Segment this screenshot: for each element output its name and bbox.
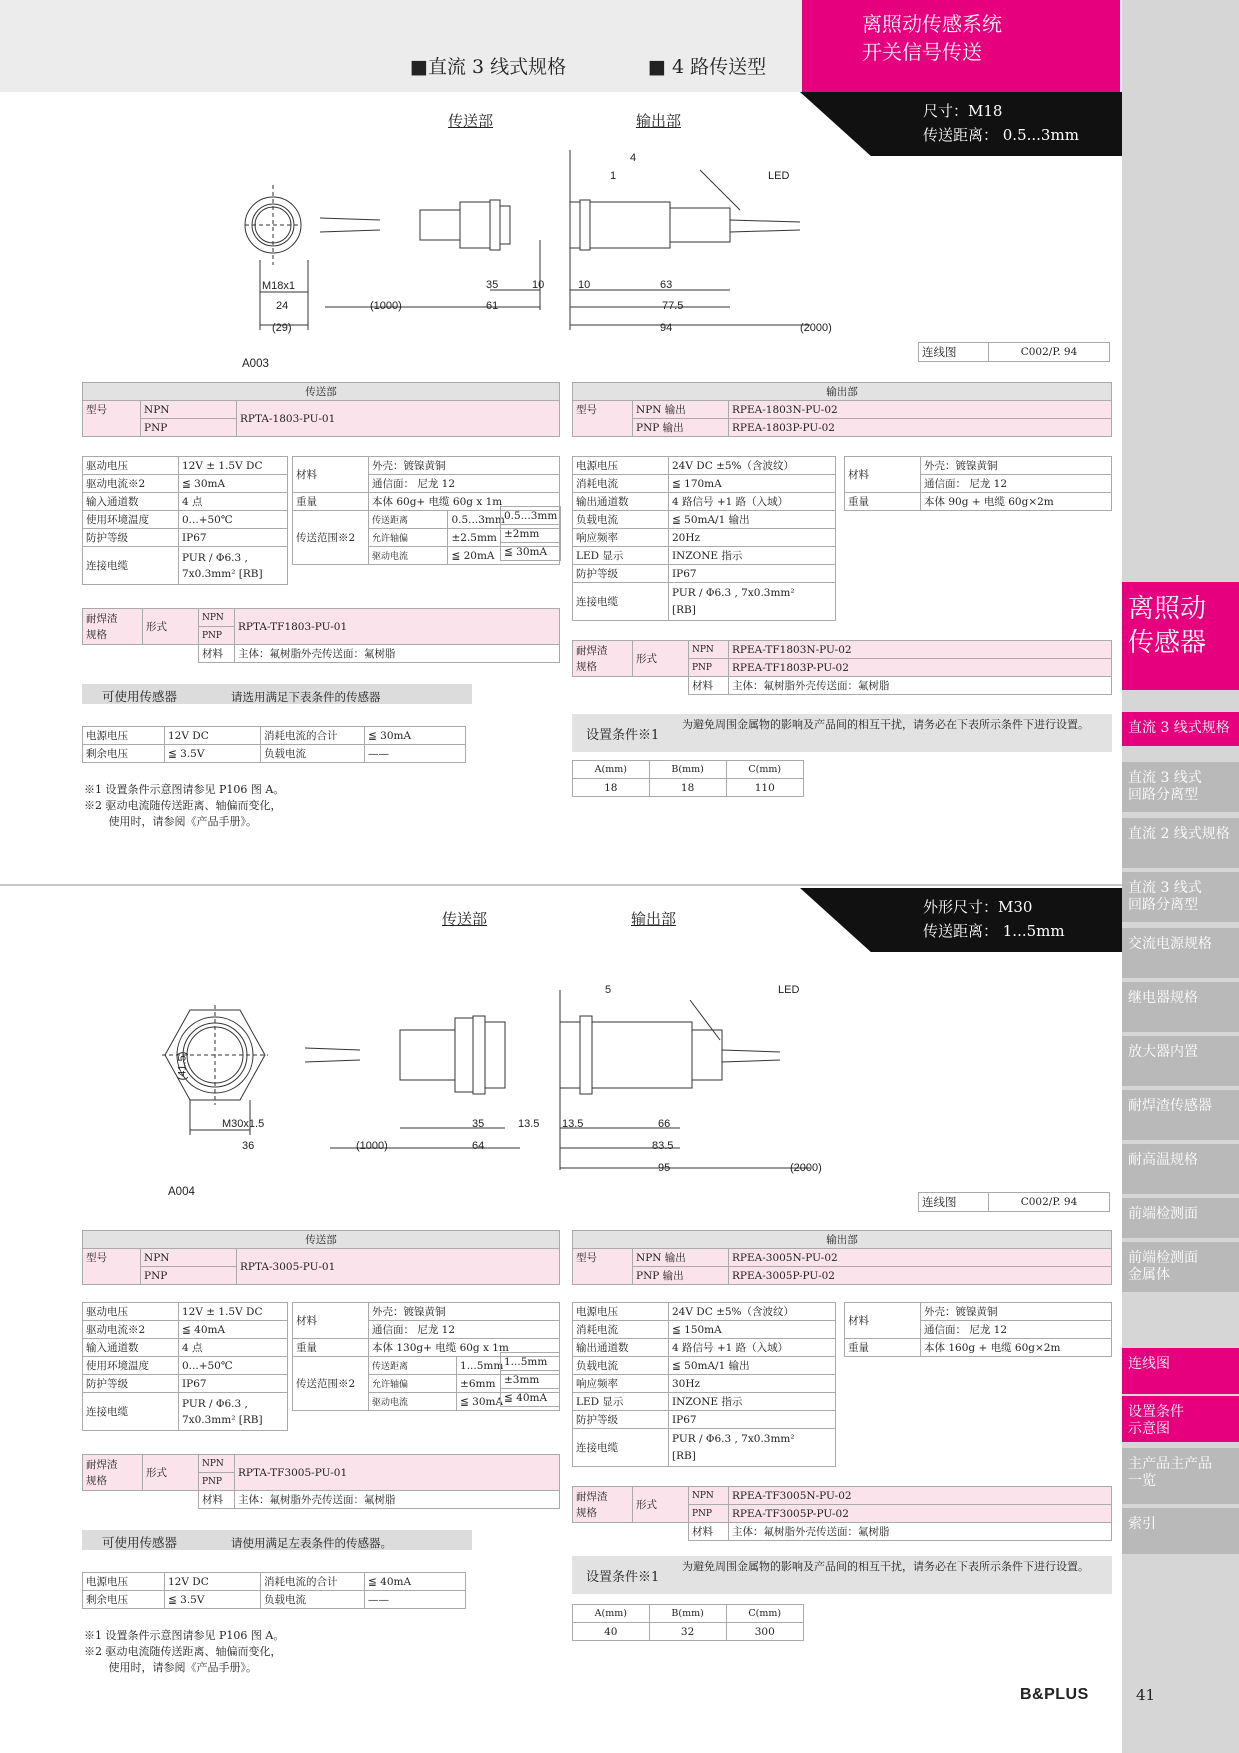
tx-spec-label: 输入通道数 — [83, 1339, 179, 1357]
cond-label: 负载电流 — [261, 1591, 365, 1609]
tx-spec-value: 0...+50℃ — [179, 511, 288, 529]
rx-weight-value: 本体 90g + 电缆 60g×2m — [921, 493, 1112, 511]
rx-header: 输出部 — [573, 1231, 1112, 1249]
setting-val-a: 40 — [573, 1623, 650, 1641]
tx-spec-label: 连接电缆 — [83, 1393, 179, 1431]
section2-distance: 传送距离： 1...5mm — [923, 922, 1065, 940]
setting-head-a: A(mm) — [573, 1605, 650, 1623]
rx-weld-npn-value: RPEA-TF3005N-PU-02 — [729, 1487, 1112, 1505]
dim-1000-2: (1000) — [356, 1140, 388, 1152]
tx-range-label: 传送范围※2 — [293, 1357, 369, 1411]
usable-desc: 请使用满足左表条件的传感器。 — [231, 1536, 392, 1550]
setting-head-a: A(mm) — [573, 761, 650, 779]
rx-weld-mat-label: 材料 — [689, 1523, 729, 1541]
rx-npn: NPN 输出 — [633, 1249, 729, 1267]
dim-1000: (1000) — [370, 300, 402, 312]
rx-pnp: PNP 输出 — [633, 419, 729, 437]
rx-weight-value: 本体 160g + 电缆 60g×2m — [921, 1339, 1112, 1357]
sidebar-item[interactable]: 耐高温规格 — [1122, 1144, 1239, 1194]
setting-val-b: 32 — [649, 1623, 726, 1641]
cond-label: 电源电压 — [83, 727, 165, 745]
footnote-1: ※1 设置条件示意图请参见 P106 图 A。 — [84, 783, 285, 796]
tx-range-v2: 0.5...3mm — [501, 507, 561, 525]
drawing-id-2: A004 — [168, 1186, 195, 1198]
cond-value: ≦ 40mA — [365, 1573, 466, 1591]
tx-spec-value: 4 点 — [179, 1339, 288, 1357]
sidebar-item[interactable]: 直流 3 线式规格 — [1122, 712, 1239, 746]
rx-spec-value: 24V DC ±5%（含波纹） — [669, 1303, 836, 1321]
tx-spec-label: 防护等级 — [83, 1375, 179, 1393]
rx-spec-label: 防护等级 — [573, 1411, 669, 1429]
tx-range-v1: ±6mm — [457, 1375, 560, 1393]
dim-61: 61 — [486, 300, 499, 312]
rx-spec-label: 消耗电流 — [573, 475, 669, 493]
tx-weld-npn: NPN — [199, 609, 235, 627]
setting-val-c: 110 — [726, 779, 803, 797]
dim-29: (29) — [272, 322, 292, 334]
sidebar-item[interactable]: 直流 3 线式 回路分离型 — [1122, 762, 1239, 812]
tx-npn: NPN — [141, 401, 237, 419]
tx-weld-mat-value: 主体：氟树脂外壳传送面：氟树脂 — [235, 645, 560, 663]
setting-head-b: B(mm) — [649, 761, 726, 779]
rx-weld-pnp-value: RPEA-TF3005P-PU-02 — [729, 1505, 1112, 1523]
rx-weld-npn: NPN — [689, 1487, 729, 1505]
setting-label: 设置条件※1 — [586, 1570, 660, 1585]
rx-spec-value: ≦ 50mA/1 输出 — [669, 511, 836, 529]
rx-material-label: 材料 — [845, 457, 921, 493]
dim-83-5: 83.5 — [652, 1140, 674, 1152]
sidebar-main-category[interactable]: 离照动 传感器 — [1122, 582, 1239, 690]
section1-dimension-drawing — [240, 140, 840, 350]
rx-spec-label: LED 显示 — [573, 547, 669, 565]
tx-weld-label: 耐焊渣 规格 — [83, 609, 143, 645]
section2-tx-title: 传送部 — [442, 910, 488, 928]
rx-weld-mat-label: 材料 — [689, 677, 729, 695]
tx-range-v1: ±2.5mm — [448, 529, 560, 547]
rx-spec-label: 消耗电流 — [573, 1321, 669, 1339]
tx-header: 传送部 — [83, 383, 560, 401]
page-number: 41 — [1136, 1686, 1156, 1704]
tx-range-key: 驱动电流 — [369, 1393, 457, 1411]
tx-spec-value: PUR / Φ6.3 , 7x0.3mm² [RB] — [179, 547, 288, 585]
tx-model-label: 型号 — [83, 1249, 141, 1285]
category-header — [802, 0, 1120, 92]
cond-value: ≦ 3.5V — [165, 1591, 261, 1609]
tx-range-v1: ≦ 20mA — [448, 547, 560, 565]
tx-material-v2: 通信面： 尼龙 12 — [369, 1321, 560, 1339]
rx-spec-label: 电源电压 — [573, 1303, 669, 1321]
tx-range-v1: 1...5mm — [457, 1357, 560, 1375]
tx-range-key: 驱动电流 — [369, 547, 448, 565]
usable-title: 可使用传感器 — [102, 689, 178, 704]
tx-spec-label: 驱动电压 — [83, 457, 179, 475]
rx-spec-label: 防护等级 — [573, 565, 669, 583]
sidebar-item[interactable]: 连线图 — [1122, 1348, 1239, 1394]
sidebar-item[interactable]: 前端检测面 金属体 — [1122, 1242, 1239, 1292]
dim-1: 1 — [610, 170, 617, 182]
footnotes — [84, 782, 284, 830]
rx-spec-label: 响应频率 — [573, 1375, 669, 1393]
dim-94: 94 — [660, 322, 673, 334]
tx-spec-label: 驱动电流※2 — [83, 1321, 179, 1339]
tx-range-key: 允许轴偏 — [369, 529, 448, 547]
tx-weld-mat-label: 材料 — [199, 645, 235, 663]
rx-weld-mat-value: 主体：氟树脂外壳传送面：氟树脂 — [729, 677, 1112, 695]
tx-range-v2: ±2mm — [501, 525, 561, 543]
rx-spec-value: INZONE 指示 — [669, 1393, 836, 1411]
spec-title-3wire: ■直流 3 线式规格 — [410, 56, 567, 78]
dim-m18: M18x1 — [262, 280, 296, 292]
cond-value: —— — [365, 745, 466, 763]
sidebar-item[interactable]: 直流 2 线式规格 — [1122, 818, 1239, 868]
rx-spec-value: 4 路信号 +1 路（入域） — [669, 493, 836, 511]
rx-pnp-value: RPEA-1803P-PU-02 — [729, 419, 1112, 437]
sidebar-item[interactable]: 耐焊渣传感器 — [1122, 1090, 1239, 1140]
setting-head-b: B(mm) — [649, 1605, 726, 1623]
usable-desc: 请选用满足下表条件的传感器 — [231, 690, 381, 704]
rx-spec-label: 响应频率 — [573, 529, 669, 547]
rx-spec-label: LED 显示 — [573, 1393, 669, 1411]
rx-model-label: 型号 — [573, 1249, 633, 1285]
rx-weld-pnp: PNP — [689, 659, 729, 677]
footnote-3: 使用时，请参阅《产品手册》。 — [84, 815, 257, 828]
rx-spec-value: INZONE 指示 — [669, 547, 836, 565]
section1-distance: 传送距离： 0.5...3mm — [923, 126, 1079, 144]
dim-24: 24 — [276, 300, 289, 312]
tx-weld-pnp: PNP — [199, 627, 235, 645]
tx-range-v2: 1...5mm — [501, 1353, 560, 1371]
rx-spec-value: IP67 — [669, 565, 836, 583]
dim-2000: (2000) — [800, 322, 832, 334]
dim-63: 63 — [660, 279, 673, 291]
tx-spec-value: ≦ 40mA — [179, 1321, 288, 1339]
rx-spec-label: 电源电压 — [573, 457, 669, 475]
tx-spec-value: 12V ± 1.5V DC — [179, 457, 288, 475]
dim-36: 36 — [242, 1140, 255, 1152]
wiring-ref[interactable]: C002/P. 94 — [989, 343, 1110, 362]
rx-weld-pnp-value: RPEA-TF1803P-PU-02 — [729, 659, 1112, 677]
sidebar-item[interactable]: 继电器规格 — [1122, 982, 1239, 1032]
sidebar-item[interactable]: 设置条件 示意图 — [1122, 1396, 1239, 1442]
setting-desc: 为避免周围金属物的影响及产品间的相互干扰，请务必在下表所示条件下进行设置。 — [682, 718, 1089, 731]
dim-2000-2: (2000) — [790, 1162, 822, 1174]
rx-model-label: 型号 — [573, 401, 633, 437]
rx-weld-form: 形式 — [633, 641, 689, 677]
cond-label: 消耗电流的合计 — [261, 727, 365, 745]
cond-value: 12V DC — [165, 1573, 261, 1591]
wiring-ref-2[interactable]: C002/P. 94 — [989, 1193, 1110, 1212]
cond-value: —— — [365, 1591, 466, 1609]
tx-spec-label: 使用环境温度 — [83, 1357, 179, 1375]
setting-head-c: C(mm) — [726, 1605, 803, 1623]
rx-weight-label: 重量 — [845, 493, 921, 511]
dim-13-5b: 13.5 — [562, 1118, 584, 1130]
rx-spec-value: PUR / Φ6.3 , 7x0.3mm² [RB] — [669, 1429, 836, 1467]
tx-weld-label: 耐焊渣 规格 — [83, 1455, 143, 1491]
rx-spec-value: ≦ 150mA — [669, 1321, 836, 1339]
tx-range-v2: ±3mm — [501, 1371, 560, 1389]
section1-tx-title: 传送部 — [448, 112, 494, 130]
cond-label: 电源电压 — [83, 1573, 165, 1591]
tx-range-key: 允许轴偏 — [369, 1375, 457, 1393]
footnote-1: ※1 设置条件示意图请参见 P106 图 A。 — [84, 1629, 285, 1642]
setting-head-c: C(mm) — [726, 761, 803, 779]
tx-spec-label: 防护等级 — [83, 529, 179, 547]
tx-weld-value: RPTA-TF1803-PU-01 — [235, 609, 560, 645]
tx-weight-label: 重量 — [293, 1339, 369, 1357]
cond-label: 剩余电压 — [83, 745, 165, 763]
rx-material-v1: 外壳：镀镍黄铜 — [921, 1303, 1112, 1321]
tx-spec-value: IP67 — [179, 529, 288, 547]
dim-64: 64 — [472, 1140, 485, 1152]
tx-range-key: 传送距离 — [369, 1357, 457, 1375]
rx-spec-label: 连接电缆 — [573, 1429, 669, 1467]
tx-range-v2: ≦ 40mA — [501, 1389, 560, 1407]
setting-condition-bar — [572, 714, 1112, 752]
tx-spec-value: PUR / Φ6.3 , 7x0.3mm² [RB] — [179, 1393, 288, 1431]
category-line2: 开关信号传送 — [862, 40, 982, 64]
tx-weld-mat-value: 主体：氟树脂外壳传送面：氟树脂 — [235, 1491, 560, 1509]
tx-range-v2: ≦ 30mA — [501, 543, 561, 561]
rx-spec-value: 30Hz — [669, 1375, 836, 1393]
sidebar-item[interactable]: 直流 3 线式 回路分离型 — [1122, 872, 1239, 922]
tx-weight-label: 重量 — [293, 493, 369, 511]
rx-weld-label: 耐焊渣 规格 — [573, 641, 633, 677]
tx-material-label: 材料 — [293, 457, 369, 493]
tx-model-label: 型号 — [83, 401, 141, 437]
rx-pnp: PNP 输出 — [633, 1267, 729, 1285]
tx-weld-npn: NPN — [199, 1455, 235, 1473]
tx-model-value: RPTA-1803-PU-01 — [237, 401, 560, 437]
rx-weight-label: 重量 — [845, 1339, 921, 1357]
rx-spec-label: 负载电流 — [573, 511, 669, 529]
rx-spec-value: PUR / Φ6.3 , 7x0.3mm² [RB] — [669, 583, 836, 621]
cond-value: ≦ 30mA — [365, 727, 466, 745]
rx-weld-mat-value: 主体：氟树脂外壳传送面：氟树脂 — [729, 1523, 1112, 1541]
tx-weld-form: 形式 — [143, 1455, 199, 1491]
section2-dimension-drawing — [160, 970, 880, 1180]
sidebar-item[interactable]: 交流电源规格 — [1122, 928, 1239, 978]
section1-size: 尺寸：M18 — [923, 102, 1003, 120]
footnote-2: ※2 驱动电流随传送距离、轴偏而变化， — [84, 1645, 282, 1658]
brand-logo: B&PLUS — [1020, 1686, 1089, 1703]
spec-title-4ch: ■ 4 路传送型 — [648, 56, 767, 78]
tx-spec-label: 驱动电压 — [83, 1303, 179, 1321]
tx-range-v1: 0.5...3mm — [448, 511, 560, 529]
tx-material-v1: 外壳：镀镍黄铜 — [369, 1303, 560, 1321]
tx-weight-value: 本体 130g+ 电缆 60g x 1m — [369, 1339, 560, 1357]
rx-weld-npn-value: RPEA-TF1803N-PU-02 — [729, 641, 1112, 659]
usable-title: 可使用传感器 — [102, 1535, 178, 1550]
tx-weld-value: RPTA-TF3005-PU-01 — [235, 1455, 560, 1491]
section-divider — [0, 884, 1122, 886]
wiring-label-2: 连线图 — [919, 1193, 989, 1212]
usable-sensor-bar — [82, 684, 472, 704]
led-label: LED — [768, 170, 790, 182]
tx-range-key: 传送距离 — [369, 511, 448, 529]
tx-spec-value: IP67 — [179, 1375, 288, 1393]
drawing-id: A003 — [242, 358, 269, 370]
setting-val-b: 18 — [649, 779, 726, 797]
led-label-2: LED — [778, 984, 800, 996]
footnote-3: 使用时，请参阅《产品手册》。 — [84, 1661, 257, 1674]
setting-condition-bar — [572, 1556, 1112, 1594]
tx-pnp: PNP — [141, 1267, 237, 1285]
dim-35-2: 35 — [472, 1118, 485, 1130]
dim-m30: M30x1.5 — [222, 1118, 265, 1130]
footnotes — [84, 1628, 284, 1676]
rx-npn-value: RPEA-1803N-PU-02 — [729, 401, 1112, 419]
setting-desc: 为避免周围金属物的影响及产品间的相互干扰，请务必在下表所示条件下进行设置。 — [682, 1560, 1089, 1573]
dim-4: 4 — [630, 152, 637, 164]
sidebar-item[interactable]: 放大器内置 — [1122, 1036, 1239, 1086]
tx-spec-label: 连接电缆 — [83, 547, 179, 585]
rx-spec-value: ≦ 170mA — [669, 475, 836, 493]
sidebar-item[interactable]: 主产品主产品 一览 — [1122, 1448, 1239, 1504]
section2-size: 外形尺寸：M30 — [923, 898, 1033, 916]
rx-spec-label: 负载电流 — [573, 1357, 669, 1375]
rx-spec-value: 4 路信号 +1 路（入域） — [669, 1339, 836, 1357]
cond-label: 负载电流 — [261, 745, 365, 763]
setting-val-c: 300 — [726, 1623, 803, 1641]
rx-weld-npn: NPN — [689, 641, 729, 659]
dim-10b: 10 — [578, 279, 591, 291]
footnote-2: ※2 驱动电流随传送距离、轴偏而变化， — [84, 799, 282, 812]
tx-weld-mat-label: 材料 — [199, 1491, 235, 1509]
tx-spec-value: 12V ± 1.5V DC — [179, 1303, 288, 1321]
category-line1: 离照动传感系统 — [862, 12, 1002, 36]
rx-header: 输出部 — [573, 383, 1112, 401]
tx-weld-pnp: PNP — [199, 1473, 235, 1491]
cond-value: 12V DC — [165, 727, 261, 745]
rx-spec-label: 输出通道数 — [573, 493, 669, 511]
tx-spec-label: 使用环境温度 — [83, 511, 179, 529]
setting-val-a: 18 — [573, 779, 650, 797]
sidebar-item[interactable]: 索引 — [1122, 1508, 1239, 1554]
rx-npn-value: RPEA-3005N-PU-02 — [729, 1249, 1112, 1267]
tx-material-v1: 外壳：镀镍黄铜 — [369, 457, 560, 475]
dim-95: 95 — [658, 1162, 671, 1174]
tx-spec-label: 输入通道数 — [83, 493, 179, 511]
rx-spec-label: 连接电缆 — [573, 583, 669, 621]
tx-range-v1: ≦ 30mA — [457, 1393, 560, 1411]
rx-npn: NPN 输出 — [633, 401, 729, 419]
rx-pnp-value: RPEA-3005P-PU-02 — [729, 1267, 1112, 1285]
rx-material-v2: 通信面： 尼龙 12 — [921, 1321, 1112, 1339]
tx-spec-value: 0...+50℃ — [179, 1357, 288, 1375]
tx-npn: NPN — [141, 1249, 237, 1267]
rx-weld-pnp: PNP — [689, 1505, 729, 1523]
tx-material-v2: 通信面： 尼龙 12 — [369, 475, 560, 493]
tx-model-value: RPTA-3005-PU-01 — [237, 1249, 560, 1285]
rx-spec-value: ≦ 50mA/1 输出 — [669, 1357, 836, 1375]
dim-77: 77.5 — [662, 300, 684, 312]
section2-rx-title: 输出部 — [631, 910, 677, 928]
dim-35: 35 — [486, 279, 499, 291]
rx-spec-value: 24V DC ±5%（含波纹） — [669, 457, 836, 475]
dim-66: 66 — [658, 1118, 671, 1130]
rx-weld-label: 耐焊渣 规格 — [573, 1487, 633, 1523]
rx-weld-form: 形式 — [633, 1487, 689, 1523]
setting-label: 设置条件※1 — [586, 728, 660, 743]
rx-material-v1: 外壳：镀镍黄铜 — [921, 457, 1112, 475]
dim-5: 5 — [605, 984, 612, 996]
cond-label: 消耗电流的合计 — [261, 1573, 365, 1591]
sidebar-item[interactable]: 前端检测面 — [1122, 1198, 1239, 1238]
tx-spec-value: 4 点 — [179, 493, 288, 511]
tx-pnp: PNP — [141, 419, 237, 437]
rx-material-v2: 通信面： 尼龙 12 — [921, 475, 1112, 493]
usable-sensor-bar — [82, 1530, 472, 1550]
rx-spec-label: 输出通道数 — [573, 1339, 669, 1357]
tx-header: 传送部 — [83, 1231, 560, 1249]
wiring-label: 连线图 — [919, 343, 989, 362]
tx-spec-value: ≦ 30mA — [179, 475, 288, 493]
tx-range-label: 传送范围※2 — [293, 511, 369, 565]
rx-material-label: 材料 — [845, 1303, 921, 1339]
dim-13-5a: 13.5 — [518, 1118, 540, 1130]
tx-material-label: 材料 — [293, 1303, 369, 1339]
dim-10a: 10 — [532, 279, 545, 291]
tx-weight-value: 本体 60g+ 电缆 60g x 1m — [369, 493, 560, 511]
dim-41: (41.5) — [176, 1051, 189, 1081]
section1-rx-title: 输出部 — [636, 112, 682, 130]
cond-label: 剩余电压 — [83, 1591, 165, 1609]
tx-weld-form: 形式 — [143, 609, 199, 645]
tx-spec-label: 驱动电流※2 — [83, 475, 179, 493]
rx-spec-value: 20Hz — [669, 529, 836, 547]
cond-value: ≦ 3.5V — [165, 745, 261, 763]
rx-spec-value: IP67 — [669, 1411, 836, 1429]
